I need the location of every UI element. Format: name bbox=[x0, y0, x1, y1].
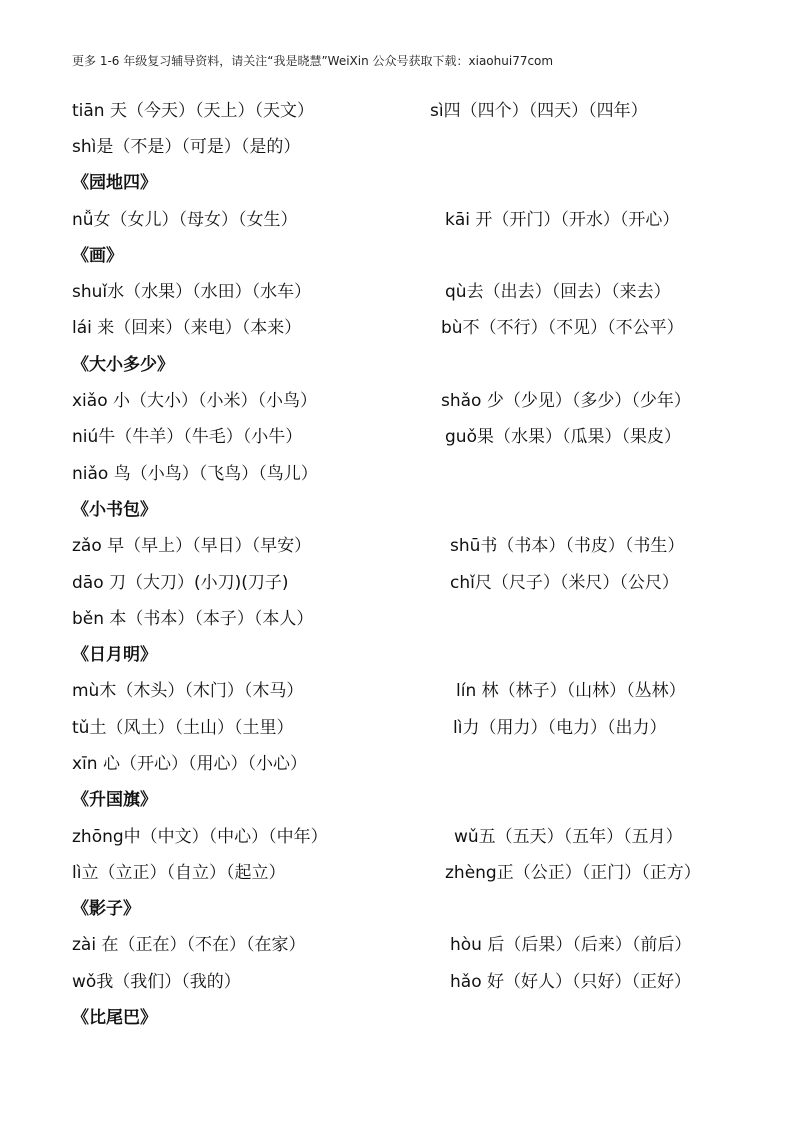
vocab-entry-left: niǎo 鸟（小鸟）（飞鸟）（鸟儿） bbox=[72, 463, 318, 484]
vocab-entry-left: xiǎo 小（大小）（小米）（小鸟） bbox=[72, 391, 318, 412]
section-title: 《小书包》 bbox=[72, 499, 157, 520]
vocab-row bbox=[72, 271, 752, 307]
vocab-entry-left: zài 在（正在）（不在）（在家） bbox=[72, 935, 306, 956]
vocab-entry-left: tiān 天（今天）（天上）（天文） bbox=[72, 100, 314, 121]
vocab-entry-left: běn 本（书本）（本子）（本人） bbox=[72, 608, 314, 629]
vocab-entry-right: wǔ五（五天）（五年）（五月） bbox=[454, 826, 683, 847]
vocab-entry-right: sì四（四个）（四天）（四年） bbox=[430, 100, 648, 121]
vocab-entry-right: zhèng正（公正）（正门）（正方） bbox=[445, 862, 701, 883]
vocab-entry-right: qù去（出去）（回去）（来去） bbox=[445, 282, 671, 303]
vocab-entry-left: lái 来（回来）（来电）（本来） bbox=[72, 318, 302, 339]
vocab-row bbox=[72, 816, 752, 852]
vocab-entry-left: shuǐ水（水果）（水田）（水车） bbox=[72, 282, 312, 303]
page-header: 更多 1-6 年级复习辅导资料，请关注“我是晓慧”WeiXin 公众号获取下载：xiaohui77com bbox=[72, 54, 554, 68]
vocab-row bbox=[72, 925, 752, 961]
vocab-entry-right: bù不（不行）（不见）（不公平） bbox=[441, 318, 684, 339]
vocab-entry-left: dāo 刀（大刀）(小刀)(刀子) bbox=[72, 572, 289, 593]
vocab-row bbox=[72, 526, 752, 562]
vocab-entry-left: zǎo 早（早上）（早日）（早安） bbox=[72, 536, 312, 557]
vocab-row bbox=[72, 417, 752, 453]
vocab-row bbox=[72, 90, 752, 126]
vocab-entry-right: chǐ尺（尺子）（米尺）（公尺） bbox=[450, 572, 679, 593]
vocab-row bbox=[72, 707, 752, 743]
section-title: 《影子》 bbox=[72, 899, 140, 920]
vocab-entry-left: shì是（不是）（可是）（是的） bbox=[72, 136, 301, 157]
vocab-entry-left: niú牛（牛羊）（牛毛）（小牛） bbox=[72, 427, 303, 448]
vocab-row bbox=[72, 961, 752, 997]
vocab-row bbox=[72, 308, 752, 344]
section-title: 《日月明》 bbox=[72, 645, 157, 666]
vocab-entry-right: hòu 后（后果）（后来）（前后） bbox=[450, 935, 692, 956]
vocab-row bbox=[72, 126, 752, 162]
vocab-entry-right: lín 林（林子）（山林）（丛林） bbox=[456, 681, 686, 702]
vocab-entry-right: hǎo 好（好人）（只好）（正好） bbox=[450, 971, 691, 992]
vocab-row bbox=[72, 380, 752, 416]
vocab-entry-right: guǒ果（水果）（瓜果）（果皮） bbox=[445, 427, 681, 448]
vocab-entry-left: nǚ女（女儿）（母女）（女生） bbox=[72, 209, 298, 230]
vocab-row bbox=[72, 199, 752, 235]
vocab-entry-left: wǒ我（我们）（我的） bbox=[72, 971, 241, 992]
vocab-row bbox=[72, 743, 752, 779]
vocab-entry-left: tǔ土（风土）（土山）（土里） bbox=[72, 717, 294, 738]
section-title: 《大小多少》 bbox=[72, 354, 174, 375]
section-title: 《画》 bbox=[72, 245, 123, 266]
vocab-list bbox=[72, 90, 752, 1034]
vocab-entry-left: mù木（木头）（木门）（木马） bbox=[72, 681, 304, 702]
vocab-row bbox=[72, 852, 752, 888]
vocab-entry-left: zhōng中（中文）（中心）（中年） bbox=[72, 826, 328, 847]
vocab-entry-left: lì立（立正）（自立）（起立） bbox=[72, 862, 286, 883]
section-title: 《园地四》 bbox=[72, 173, 157, 194]
vocab-entry-left: xīn 心（开心）（用心）（小心） bbox=[72, 753, 307, 774]
section-title: 《升国旗》 bbox=[72, 790, 157, 811]
vocab-row bbox=[72, 671, 752, 707]
vocab-row bbox=[72, 453, 752, 489]
section-title: 《比尾巴》 bbox=[72, 1008, 157, 1029]
vocab-row bbox=[72, 562, 752, 598]
vocab-entry-right: kāi 开（开门）（开水）（开心） bbox=[445, 209, 680, 230]
vocab-row bbox=[72, 598, 752, 634]
vocab-entry-right: lì力（用力）（电力）（出力） bbox=[453, 717, 667, 738]
vocab-entry-right: shū书（书本）（书皮）（书生） bbox=[450, 536, 685, 557]
vocab-entry-right: shǎo 少（少见）（多少）（少年） bbox=[441, 391, 691, 412]
